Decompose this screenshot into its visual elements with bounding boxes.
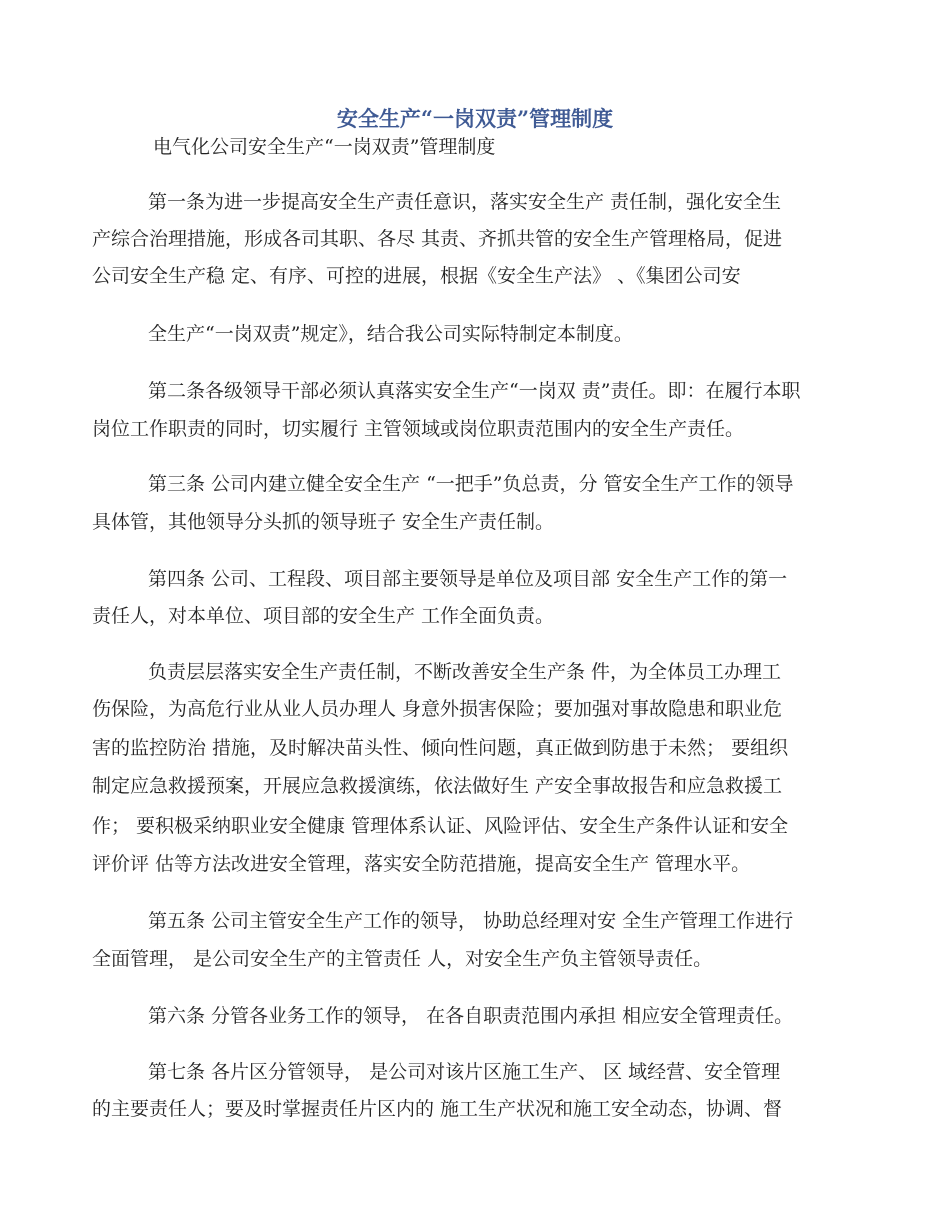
text-line: 全生产“一岗双责”规定》，结合我公司实际特制定本制度。: [148, 323, 633, 345]
text-line: 第二条各级领导干部必须认真落实安全生产“一岗双 责”责任。即：在履行本职: [148, 380, 801, 402]
text-line: 全面管理， 是公司安全生产的主管责任 人，对安全生产负主管领导责任。: [92, 948, 713, 970]
text-line: 责任人，对本单位、项目部的安全生产 工作全面负责。: [92, 605, 555, 627]
text-line: 具体管，其他领导分头抓的领导班子 安全生产责任制。: [92, 511, 555, 533]
text-line: 制定应急救援预案，开展应急救援演练，依法做好生 产安全事故报告和应急救援工: [92, 775, 783, 797]
text-line: 害的监控防治 措施，及时解决苗头性、倾向性问题，真正做到防患于未然； 要组织: [92, 737, 789, 759]
text-line: 第六条 分管各业务工作的领导， 在各自职责范围内承担 相应安全管理责任。: [148, 1005, 794, 1027]
text-line: 负责层层落实安全生产责任制，不断改善安全生产条 件，为全体员工办理工: [148, 661, 782, 683]
text-line: 评价评 估等方法改进安全管理，落实安全防范措施，提高安全生产 管理水平。: [92, 853, 751, 875]
document-subtitle: 电气化公司安全生产“一岗双责”管理制度: [153, 136, 496, 158]
text-line: 第五条 公司主管安全生产工作的领导， 协助总经理对安 全生产管理工作进行: [148, 910, 794, 932]
text-line: 公司安全生产稳 定、有序、可控的进展，根据《安全生产法》 、《集团公司安: [92, 265, 741, 287]
text-line: 第七条 各片区分管领导， 是公司对该片区施工生产、 区 域经营、安全管理: [148, 1061, 781, 1083]
text-line: 第三条 公司内建立健全安全生产 “一把手”负总责，分 管安全生产工作的领导: [148, 473, 794, 495]
text-line: 作； 要积极采纳职业安全健康 管理体系认证、风险评估、安全生产条件认证和安全: [92, 815, 789, 837]
text-line: 第四条 公司、工程段、项目部主要领导是单位及项目部 安全生产工作的第一: [148, 568, 788, 590]
text-line: 伤保险，为高危行业从业人员办理人 身意外损害保险；要加强对事故隐患和职业危: [92, 698, 783, 720]
text-line: 的主要责任人；要及时掌握责任片区内的 施工生产状况和施工安全动态，协调、督: [92, 1098, 783, 1120]
text-line: 第一条为进一步提高安全生产责任意识，落实安全生产 责任制，强化安全生: [148, 191, 782, 213]
text-line: 产综合治理措施，形成各司其职、各尽 其责、齐抓共管的安全生产管理格局，促进: [92, 228, 783, 250]
document-title: 安全生产“一岗双责”管理制度: [336, 106, 614, 131]
text-line: 岗位工作职责的同时，切实履行 主管领域或岗位职责范围内的安全生产责任。: [92, 418, 745, 440]
